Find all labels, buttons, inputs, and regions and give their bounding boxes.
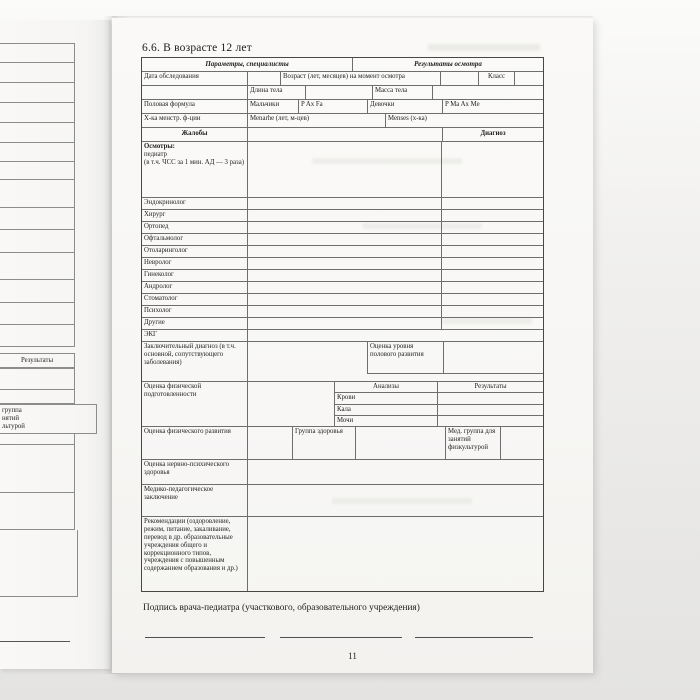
specialist-result-cell (248, 246, 442, 257)
right-page (112, 18, 593, 673)
left-page-row (0, 143, 75, 162)
left-page-row (0, 390, 75, 404)
left-page-results-label: Результаты (20, 357, 54, 364)
specialist-result-cell (248, 282, 442, 293)
analysis-blood-label: Крови (335, 393, 438, 403)
empty-cell (248, 128, 443, 141)
recommendations-value-cell (248, 517, 543, 591)
analysis-row (335, 393, 543, 404)
left-page-row (0, 162, 75, 180)
exams-label (142, 142, 248, 197)
specialist-row (142, 318, 543, 330)
left-page-row (0, 63, 75, 83)
fragment-line: нятий (2, 415, 20, 423)
specialist-label: Психолог (142, 306, 248, 317)
signature-line (145, 637, 265, 638)
fitness-value-cell (248, 382, 335, 426)
pedagogical-label: Медико-педагогическое заключение (142, 485, 248, 516)
analyses-block (335, 382, 543, 426)
specialist-label: Отоларинголог (142, 246, 248, 257)
neuro-row (142, 460, 543, 485)
length-value-cell (306, 86, 373, 99)
specialist-label: Ортопед (142, 222, 248, 233)
menstr-label: Х-ка менстр. ф-ции (142, 114, 248, 127)
specialist-row (142, 294, 543, 306)
left-page-signature-line (0, 641, 70, 642)
left-page-row (0, 43, 75, 63)
specialist-row (142, 210, 543, 222)
specialist-result-cell (248, 318, 442, 329)
exams-row (142, 142, 543, 198)
exams-bold: Осмотры: (144, 143, 175, 150)
left-page-row (0, 445, 75, 493)
specialist-label: Андролог (142, 282, 248, 293)
left-page-results-header (0, 353, 75, 368)
pedagogical-row (142, 485, 543, 517)
left-page-row (0, 208, 75, 230)
puberty-box (367, 342, 543, 374)
sex-formula-row (142, 100, 543, 114)
specialist-diagnosis-cell (442, 222, 543, 233)
final-diagnosis-row (142, 342, 543, 382)
analysis-value-cell (438, 416, 543, 426)
specialist-label: Офтальмолог (142, 234, 248, 245)
specialist-row (142, 234, 543, 246)
page-number: 11 (348, 651, 357, 661)
left-page-row (0, 83, 75, 103)
signature-line (415, 637, 533, 638)
specialist-label: Стоматолог (142, 294, 248, 305)
specialist-label: Невролог (142, 258, 248, 269)
specialist-result-cell (248, 306, 442, 317)
specialist-diagnosis-cell (442, 198, 543, 209)
ecg-result-cell (248, 330, 543, 341)
table-header-row (142, 58, 543, 72)
left-page (0, 20, 111, 669)
signature-line (280, 637, 402, 638)
menses-label: Menses (х-ка) (388, 115, 427, 122)
ecg-label: ЭКГ (142, 330, 248, 341)
signature-caption: Подпись врача-педиатра (участкового, образовательного учреждения) (143, 603, 420, 613)
exams-line2: педиатр (144, 150, 167, 158)
fragment-line: группа (2, 407, 22, 414)
specialist-result-cell (248, 210, 442, 221)
fitness-row (142, 382, 543, 427)
specialist-row (142, 270, 543, 282)
specialist-result-cell (248, 270, 442, 281)
body-measures-row (142, 86, 543, 100)
neuro-label: Оценка нервно-психического здоровья (142, 460, 248, 484)
specialist-row (142, 258, 543, 270)
specialist-diagnosis-cell (442, 318, 543, 329)
exams-diagnosis-cell (442, 142, 543, 197)
specialist-row (142, 282, 543, 294)
specialist-row (142, 306, 543, 318)
specialist-diagnosis-cell (442, 270, 543, 281)
class-label: Класс (479, 72, 515, 85)
analysis-urine-label: Мочи (335, 416, 438, 426)
age-value-cell (441, 72, 479, 85)
analysis-value-cell (438, 405, 543, 415)
analysis-stool-label: Кала (335, 405, 438, 415)
specialist-result-cell (248, 198, 442, 209)
neuro-value-cell (248, 460, 543, 484)
class-value-cell (515, 72, 543, 85)
specialist-label: Эндокринолог (142, 198, 248, 209)
left-page-row (0, 368, 75, 390)
date-row (142, 72, 543, 86)
bleed-through-artifact (428, 44, 540, 51)
results-label: Результаты (474, 383, 507, 390)
empty-cell (142, 86, 248, 99)
final-diagnosis-label: Заключительный диагноз (в т.ч. основной, сопутствующего заболевания) (142, 342, 248, 381)
left-page-row (0, 180, 75, 208)
analyses-label: Анализы (335, 382, 438, 392)
left-page-row (0, 325, 75, 347)
specialist-result-cell (248, 234, 442, 245)
left-page-row (0, 103, 75, 123)
specialist-diagnosis-cell (442, 282, 543, 293)
left-page-row (0, 280, 75, 303)
left-page-row (0, 230, 75, 253)
sex-formula-label: Половая формула (142, 100, 248, 113)
page-title: 6.6. В возрасте 12 лет (142, 42, 252, 54)
boys-formula: P Ax Fa (299, 100, 368, 113)
menstrual-row (142, 114, 543, 128)
physical-development-row (142, 427, 543, 460)
menarhe-label: Menarhe (лет, м-цев) (248, 114, 386, 127)
analysis-row (335, 405, 543, 416)
puberty-value-cell (444, 342, 543, 373)
puberty-label: Оценка уровня полового развития (368, 342, 444, 373)
analyses-header-row (335, 382, 543, 393)
specialist-diagnosis-cell (442, 306, 543, 317)
complaints-row (142, 128, 543, 142)
final-diagnosis-result-cell (248, 342, 543, 381)
exams-note: (в т.ч. ЧСС за 1 мин. АД — 3 раза) (144, 158, 245, 166)
header-results: Результаты осмотра (414, 60, 482, 68)
left-page-row (0, 493, 75, 530)
specialist-diagnosis-cell (442, 246, 543, 257)
left-page-medgroup-fragment (0, 404, 97, 434)
length-label: Длина тела (248, 86, 306, 99)
ecg-row (142, 330, 543, 342)
specialist-diagnosis-cell (442, 294, 543, 305)
date-value-cell (248, 72, 281, 85)
age-label: Возраст (лет, месяцев) на момент осмотра (281, 72, 441, 85)
exam-form-table (141, 57, 544, 592)
date-label: Дата обследования (142, 72, 248, 85)
header-params: Параметры, специалисты (142, 58, 353, 71)
mass-value-cell (433, 86, 543, 99)
left-page-row (0, 123, 75, 143)
analysis-value-cell (438, 393, 543, 403)
specialist-result-cell (248, 294, 442, 305)
med-group-value-cell (501, 427, 543, 459)
left-page-row (0, 303, 75, 325)
specialist-label: Другие (142, 318, 248, 329)
specialist-row (142, 198, 543, 210)
recommendations-row (142, 517, 543, 591)
mass-label: Масса тела (373, 86, 433, 99)
boys-label: Мальчики (248, 100, 299, 113)
left-page-row (0, 530, 78, 597)
left-page-row (0, 434, 75, 445)
physical-value-cell (248, 427, 293, 459)
med-group-label: Мед. группа для занятий физкультурой (446, 427, 501, 459)
specialist-row (142, 246, 543, 258)
pedagogical-value-cell (248, 485, 543, 516)
specialist-diagnosis-cell (442, 210, 543, 221)
specialist-diagnosis-cell (442, 234, 543, 245)
health-group-label: Группа здоровья (293, 427, 356, 459)
complaints-label: Жалобы (142, 128, 248, 141)
diagnosis-label: Диагноз (480, 130, 506, 137)
physical-label: Оценка физического развития (142, 427, 248, 459)
fitness-label: Оценка физической подготовленности (142, 382, 248, 426)
specialist-diagnosis-cell (442, 258, 543, 269)
fragment-line: льтурой (2, 423, 25, 431)
girls-formula: P Ma Ax Me (445, 101, 480, 108)
health-group-value-cell (356, 427, 446, 459)
specialist-label: Гинеколог (142, 270, 248, 281)
specialist-row (142, 222, 543, 234)
left-page-row (0, 253, 75, 280)
exams-result-cell (248, 142, 442, 197)
girls-label: Девочки (368, 100, 443, 113)
specialist-label: Хирург (142, 210, 248, 221)
analysis-row (335, 416, 543, 426)
recommendations-label: Рекомендации (оздоровление, режим, питание, закаливание, перевод в др. образовательные учреждения общего и коррекционного типов, учреждения с повышенным содержанием образования и др.) (142, 517, 248, 591)
specialist-result-cell (248, 222, 442, 233)
specialist-result-cell (248, 258, 442, 269)
